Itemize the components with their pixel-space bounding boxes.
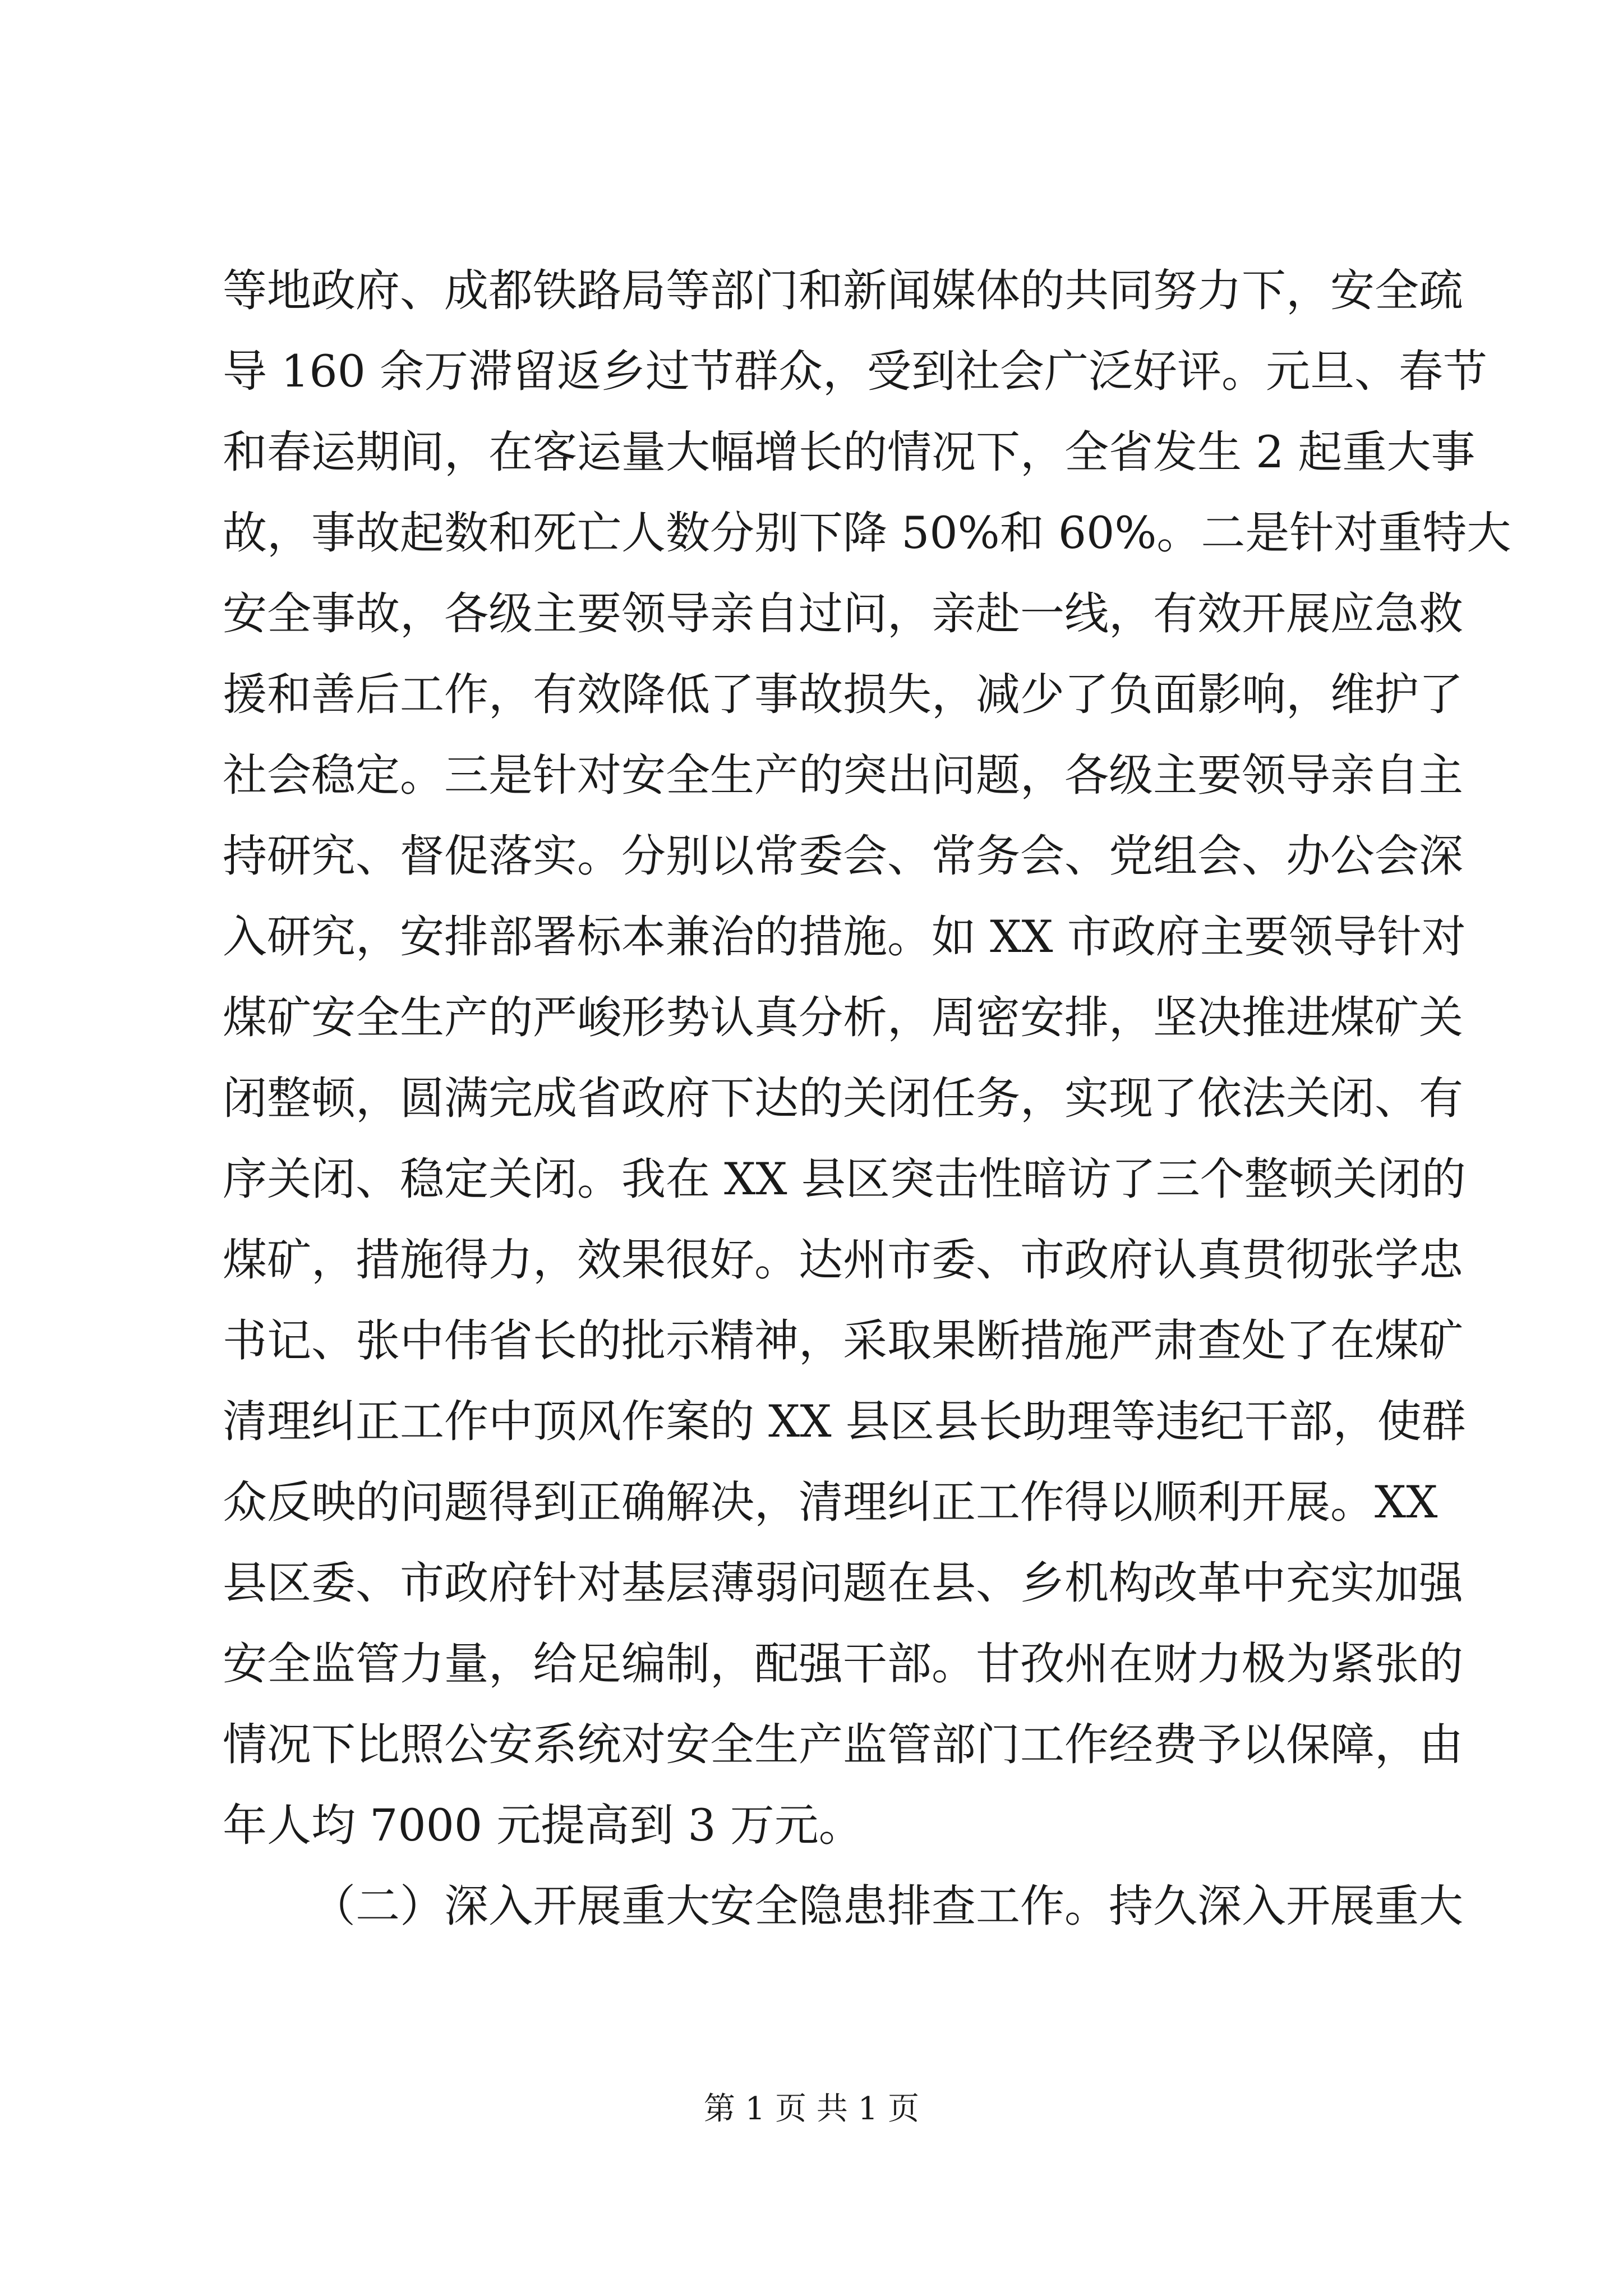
text-line-12: 序关闭、稳定关闭。我在 XX 县区突击性暗访了三个整顿关闭的 [223, 1153, 1466, 1205]
text-line-9: 入研究，安排部署标本兼治的措施。如 XX 市政府主要领导针对 [223, 911, 1466, 963]
text-line-13: 煤矿，措施得力，效果很好。达州市委、市政府认真贯彻张学忠 [223, 1234, 1463, 1286]
text-line-11: 闭整顿，圆满完成省政府下达的关闭任务，实现了依法关闭、有 [223, 1073, 1463, 1124]
text-line-17: 县区委、市政府针对基层薄弱问题在县、乡机构改革中充实加强 [223, 1557, 1463, 1609]
text-line-1: 等地政府、成都铁路局等部门和新闻媒体的共同努力下，安全疏 [223, 265, 1463, 316]
text-line-4: 故，事故起数和死亡人数分别下降 50%和 60%。二是针对重特大 [223, 507, 1511, 559]
text-line-14: 书记、张中伟省长的批示精神，采取果断措施严肃查处了在煤矿 [223, 1315, 1463, 1366]
text-line-15: 清理纠正工作中顶风作案的 XX 县区县长助理等违纪干部，使群 [223, 1396, 1466, 1447]
text-line-6: 援和善后工作，有效降低了事故损失，减少了负面影响，维护了 [223, 669, 1463, 720]
text-line-18: 安全监管力量，给足编制，配强干部。甘孜州在财力极为紧张的 [223, 1638, 1463, 1690]
text-line-3: 和春运期间，在客运量大幅增长的情况下，全省发生 2 起重大事 [223, 426, 1476, 478]
text-line-19: 情况下比照公安系统对安全生产监管部门工作经费予以保障，由 [223, 1719, 1463, 1770]
text-line-20: 年人均 7000 元提高到 3 万元。 [223, 1800, 863, 1851]
page-footer: 第 1 页 共 1 页 [703, 2091, 920, 2127]
text-line-8: 持研究、督促落实。分别以常委会、常务会、党组会、办公会深 [223, 830, 1463, 882]
text-line-7: 社会稳定。三是针对安全生产的突出问题，各级主要领导亲自主 [223, 749, 1463, 801]
text-line-16: 众反映的问题得到正确解决，清理纠正工作得以顺利开展。XX [223, 1476, 1438, 1528]
text-line-2: 导 160 余万滞留返乡过节群众，受到社会广泛好评。元旦、春节 [223, 346, 1488, 397]
text-line-10: 煤矿安全生产的严峻形势认真分析，周密安排，坚决推进煤矿关 [223, 992, 1463, 1043]
text-line-5: 安全事故，各级主要领导亲自过问，亲赴一线，有效开展应急救 [223, 588, 1463, 639]
section-heading-line: （二）深入开展重大安全隐患排查工作。持久深入开展重大 [311, 1880, 1463, 1932]
